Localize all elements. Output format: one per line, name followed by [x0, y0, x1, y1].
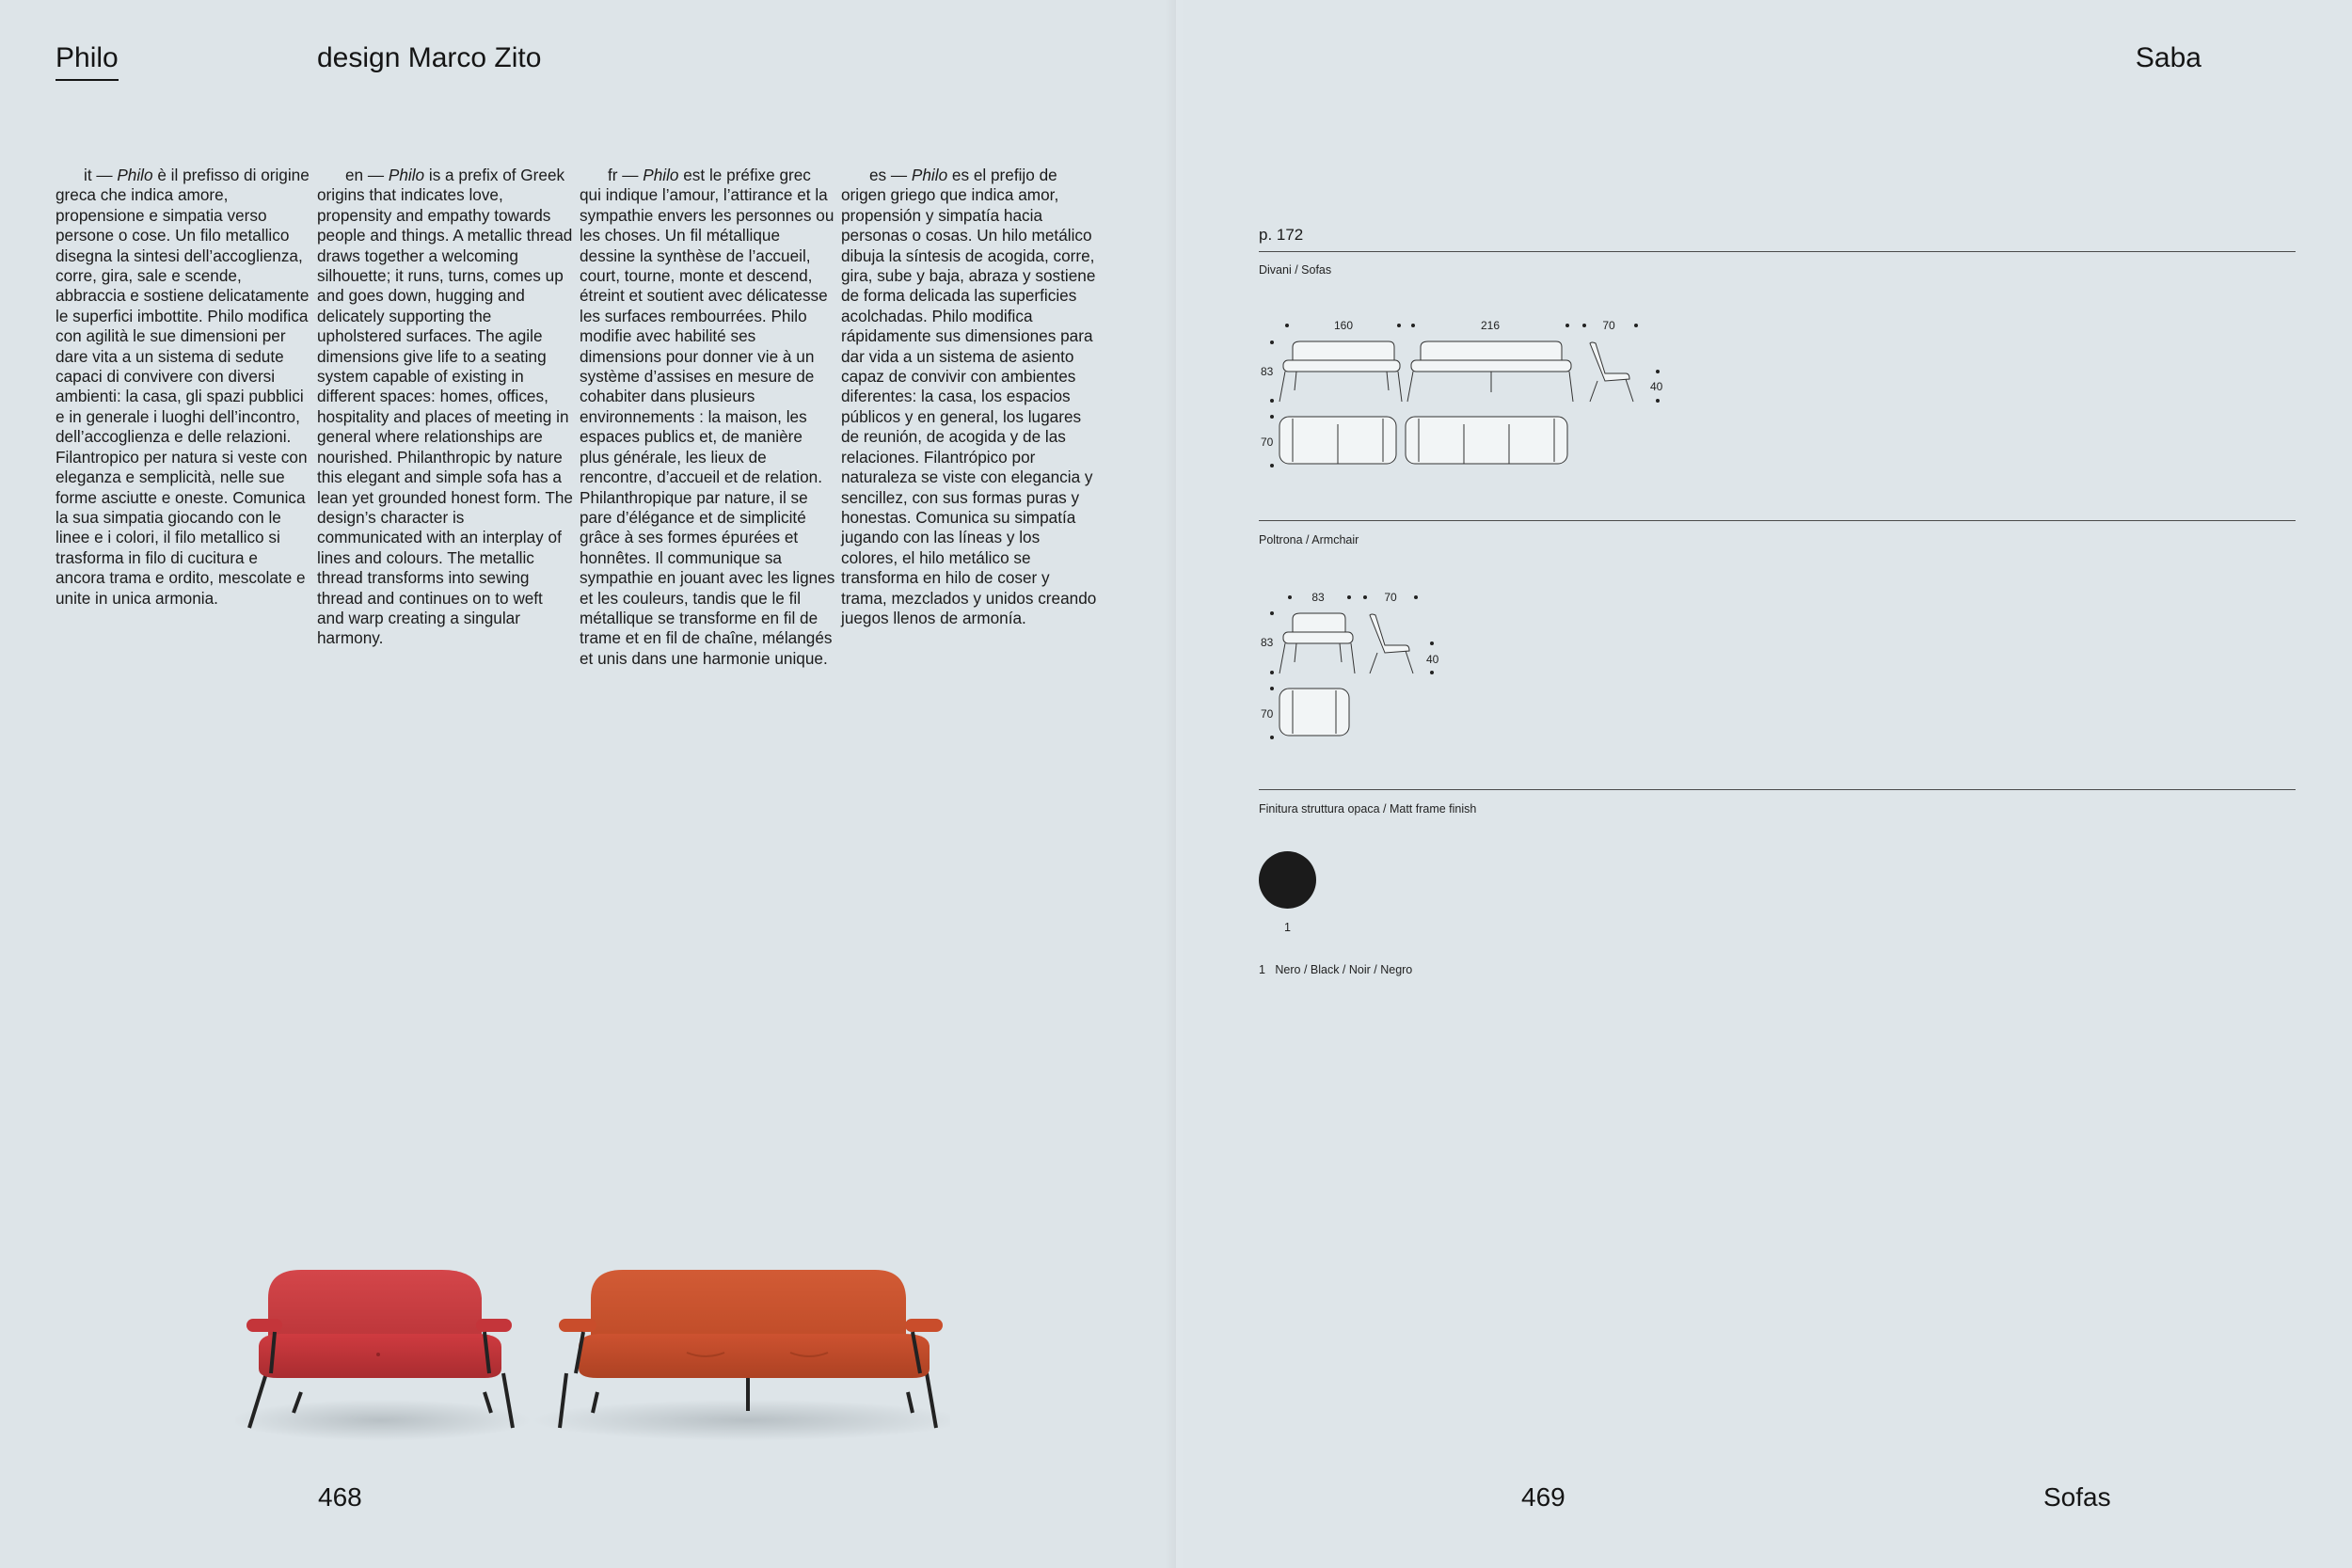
brand-name: Saba [2135, 42, 2201, 73]
dim-seat-40: 40 [1650, 380, 1663, 393]
text-column-italian: it — Philo è il prefisso di origine greca che indica amore, propensione e simpatia verso persone o cose. Un filo metallico disegna la sintesi dell’accoglienza, corre, gira, sale e scende, abbraccia e sostiene delicatamente le superfici imbottite. Philo modifica con agilità le sue dimensioni per dare vita a un sistema di sedute capaci di convivere con diversi ambienti: la casa, gli spazi pubblici e in generale i luoghi dell’incontro, dell’accoglienza e delle relazioni. Filantropico per natura si veste con eleganza e semplicità, nelle sue forme asciutte e oneste. Comunica la sua simpatia giocando con le linee e i colori, il filo metallico si trasforma in filo di cucitura e ancora trama e ordito, mescolate e unite in unica armonia. [56, 166, 310, 608]
dim-width-160: 160 [1333, 319, 1354, 332]
product-name: Philo [911, 166, 948, 184]
dim-depth-70: 70 [1261, 436, 1274, 449]
designer-credit: design Marco Zito [317, 42, 542, 73]
dim-height-83: 83 [1261, 365, 1274, 378]
collection-title: Philo [56, 41, 119, 81]
armchair-heading: Poltrona / Armchair [1259, 533, 1359, 546]
product-name: Philo [117, 166, 153, 184]
column-body: is a prefix of Greek origins that indicates love, propensity and empathy towards people and things. A metallic thread draws together a welcoming silhouette; it runs, turns, comes up and goes down, hugging and delicately supporting the upholstered surfaces. The agile dimensions give life to a seating system capable of existing in different spaces: homes, offices, hospitality and places of meeting in general where relationships are nourished. Philanthropic by nature this elegant and simple sofa has a lean yet grounded honest form. The design’s character is communicated with an interplay of lines and colours. The metallic thread transforms into sewing thread and continues on to weft and warp creating a singular harmony. [317, 166, 573, 648]
dim-width-83: 83 [1311, 591, 1325, 604]
sofas-photo [235, 1242, 950, 1458]
text-column-french: fr — Philo est le préfixe grec qui indique l’amour, l’attirance et la sympathie envers les personnes ou les choses. Un fil métallique dessine la synthèse de l’accueil, court, tourne, monte et descend, étreint et soutient avec délicatesse les surfaces rembourrées. Philo modifie avec habilité ses dimensions pour donner vie à un système d’assises en mesure de cohabiter dans plusieurs environnements : la maison, les espaces publics et, de manière plus générale, les lieux de rencontre, d’accueil et de relation. Philanthropique par nature, il se pare d’élégance et de simplicité grâce à ses formes épurées et honnêtes. Il communique sa sympathie en jouant avec les lignes et les couleurs, tandis que le fil métallique se transforme en fil de trame et en fil de chaîne, mélangés et unis dans une harmonie unique. [580, 166, 835, 668]
text-column-spanish: es — Philo es el prefijo de origen griego que indica amor, propensión y simpatía hacia personas o cosas. Un hilo metálico dibuja la síntesis de acogida, corre, gira, sube y baja, abraza y sostiene de forma delicada las superficies acolchadas. Philo modifica rápidamente sus dimensiones para dar vida a un sistema de asiento capaz de convivir con ambientes diferentes: la casa, los espacios públicos y en general, los lugares de reunión, de acogida y de las relaciones. Filantrópico por naturaleza se viste con elegancia y sencillez, con sus formas puras y honestas. Comunica su simpatía jugando con las líneas y los colores, el hilo metálico se transforma en hilo de coser y trama, mezclados y unidos creando juegos llenos de armonía. [841, 166, 1097, 627]
page-number-right: 469 [1521, 1482, 1565, 1512]
text-column-english: en — Philo is a prefix of Greek origins that indicates love, propensity and empathy towards people and things. A metallic thread draws together a welcoming silhouette; it runs, turns, comes up and goes down, hugging and delicately supporting the upholstered surfaces. The agile dimensions give life to a seating system capable of existing in different spaces: homes, offices, hospitality and places of meeting in general where relationships are nourished. Philanthropic by nature this elegant and simple sofa has a lean yet grounded honest form. The design’s character is communicated with an interplay of lines and colours. The metallic thread transforms into sewing thread and continues on to weft and warp creating a singular harmony. [317, 166, 573, 648]
column-body: è il prefisso di origine greca che indica amore, propensione e simpatia verso persone o cose. Un filo metallico disegna la sintesi dell’accoglienza, corre, gira, sale e scende, abbraccia e sostiene delicatamente le superfici imbottite. Philo modifica con agilità le sue dimensioni per dare vita a un sistema di sedute capaci di convivere con diversi ambienti: la casa, gli spazi pubblici e in generale i luoghi dell’incontro, dell’accoglienza e delle relazioni. Filantropico per natura si veste con eleganza e semplicità, nelle sue forme asciutte e oneste. Comunica la sua simpatia giocando con le linee e i colori, il filo metallico si trasforma in filo di cucitura e ancora trama e ordito, mescolate e unite in unica armonia. [56, 166, 310, 608]
legend-label: Nero / Black / Noir / Negro [1275, 963, 1413, 976]
legend-number: 1 [1259, 963, 1265, 976]
divider [1259, 520, 2296, 521]
product-name: Philo [388, 166, 425, 184]
dim-width-70: 70 [1602, 319, 1615, 332]
divider [1259, 251, 2296, 252]
dim-seat-40: 40 [1426, 653, 1439, 666]
column-body: es el prefijo de origen griego que indica amor, propensión y simpatía hacia personas o cosas. Un hilo metálico dibuja la síntesis de acogida, corre, gira, sube y baja, abraza y sostiene de forma delicada las superficies acolchadas. Philo modifica rápidamente sus dimensiones para dar vida a un sistema de asiento capaz de convivir con ambientes diferentes: la casa, los espacios públicos y en general, los lugares de reunión, de acogida y de las relaciones. Filantrópico por naturaleza se viste con elegancia y sencillez, con sus formas puras y honestas. Comunica su simpatía jugando con las líneas y los colores, el hilo metálico se transforma en hilo de coser y trama, mezclados y unidos creando juegos llenos de armonía. [841, 166, 1097, 627]
divider [1259, 789, 2296, 790]
swatch-number: 1 [1284, 921, 1291, 934]
page-reference: p. 172 [1259, 226, 1304, 244]
sofas-heading: Divani / Sofas [1259, 263, 1332, 277]
finish-swatch-black [1259, 851, 1316, 909]
dim-depth-70: 70 [1261, 707, 1274, 721]
dim-height-83: 83 [1261, 636, 1274, 649]
sofas-technical-drawing [1259, 315, 1673, 475]
dim-width-216: 216 [1480, 319, 1501, 332]
section-name: Sofas [2043, 1482, 2111, 1512]
finish-legend [1259, 962, 1412, 977]
page-fold [1165, 0, 1187, 1568]
page-number-left: 468 [318, 1482, 362, 1512]
finish-heading: Finitura struttura opaca / Matt frame finish [1259, 802, 1477, 816]
right-page [1176, 0, 2352, 1568]
armchair-technical-drawing [1259, 585, 1466, 745]
dim-width-70: 70 [1384, 591, 1397, 604]
product-name: Philo [643, 166, 679, 184]
column-body: est le préfixe grec qui indique l’amour, l’attirance et la sympathie envers les personnes ou les choses. Un fil métallique dessine la synthèse de l’accueil, court, tourne, monte et descend, étreint et soutient avec délicatesse les surfaces rembourrées. Philo modifie avec habilité ses dimensions pour donner vie à un système d’assises en mesure de cohabiter dans plusieurs environnements : la maison, les espaces publics et, de manière plus générale, les lieux de rencontre, d’accueil et de relation. Philanthropique par nature, il se pare d’élégance et de simplicité grâce à ses formes épurées et honnêtes. Il communique sa sympathie en jouant avec les lignes et les couleurs, tandis que le fil métallique se transforme en fil de trame et en fil de chaîne, mélangés et unis dans une harmonie unique. [580, 166, 835, 668]
